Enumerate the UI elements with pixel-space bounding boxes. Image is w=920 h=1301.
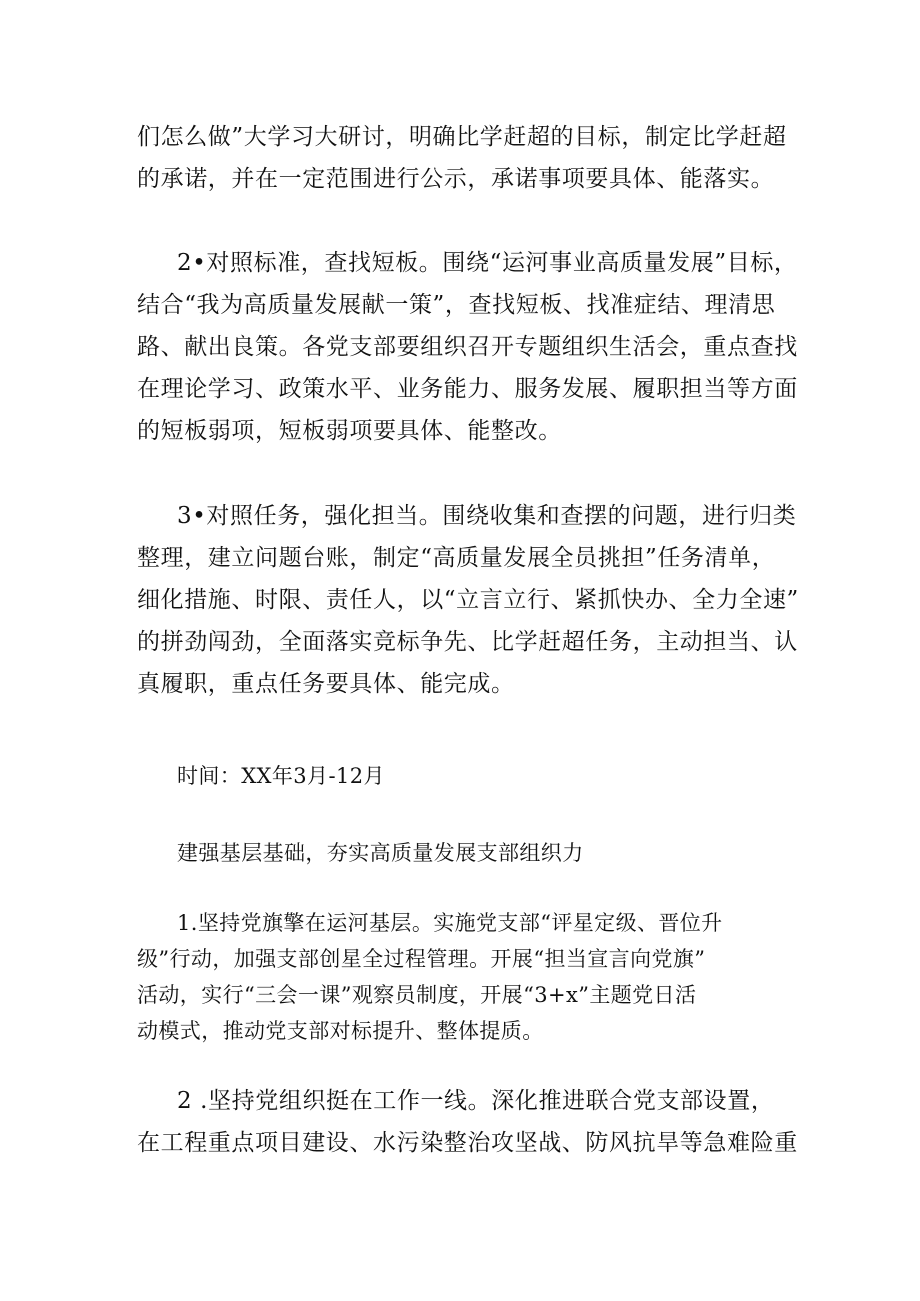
text-line: 1.坚持党旗擎在运河基层。实施党支部“评星定级、晋位升 bbox=[177, 911, 723, 935]
text-line: 结合“我为高质量发展献一策”，查找短板、找准症结、理清思 bbox=[137, 292, 776, 318]
text-line: 在理论学习、政策水平、业务能力、服务发展、履职担当等方面 bbox=[137, 376, 798, 402]
text-line: 真履职，重点任务要具体、能完成。 bbox=[137, 671, 515, 697]
text-line: 2 .坚持党组织挺在工作一线。深化推进联合党支部设置， bbox=[177, 1088, 775, 1114]
text-line: 在工程重点项目建设、水污染整治攻坚战、防风抗旱等急难险重 bbox=[137, 1130, 798, 1156]
paragraph-time bbox=[137, 758, 787, 794]
paragraph-item-1-flag bbox=[137, 905, 787, 1049]
text-line: 动模式，推动党支部对标提升、整体提质。 bbox=[137, 1019, 544, 1043]
text-line: 路、献出良策。各党支部要组织召开专题组织生活会，重点查找 bbox=[137, 334, 798, 360]
text-line: 级”行动，加强支部创星全过程管理。开展“担当宣言向党旗” bbox=[137, 947, 706, 971]
text-line: 们怎么做”大学习大研讨，明确比学赶超的目标，制定比学赶超 bbox=[137, 124, 787, 150]
paragraph-item-3-tasks bbox=[137, 495, 799, 705]
text-line: 2•对照标准，查找短板。围绕“运河事业高质量发展”目标， bbox=[177, 250, 798, 276]
text-line: 时间：XX年3月-12月 bbox=[177, 764, 385, 788]
text-line: 的短板弱项，短板弱项要具体、能整改。 bbox=[137, 418, 562, 444]
text-line: 的承诺，并在一定范围进行公示，承诺事项要具体、能落实。 bbox=[137, 166, 775, 192]
paragraph-commitment bbox=[137, 116, 787, 200]
text-line: 细化措施、时限、责任人，以“立言立行、紧抓快办、全力全速” bbox=[137, 587, 799, 613]
text-line: 3•对照任务，强化担当。围绕收集和查摆的问题，进行归类 bbox=[177, 503, 797, 529]
text-line: 整理，建立问题台账，制定“高质量发展全员挑担”任务清单， bbox=[137, 545, 776, 571]
text-line: 的拼劲闯劲，全面落实竞标争先、比学赶超任务，主动担当、认 bbox=[137, 629, 798, 655]
section-heading bbox=[137, 835, 787, 871]
text-line: 建强基层基础，夯实高质量发展支部组织力 bbox=[177, 841, 584, 865]
paragraph-item-2-organization bbox=[137, 1080, 798, 1164]
paragraph-item-2-standards bbox=[137, 242, 798, 452]
text-line: 活动，实行“三会一课”观察员制度，开展“3+x”主题党日活 bbox=[137, 983, 697, 1007]
